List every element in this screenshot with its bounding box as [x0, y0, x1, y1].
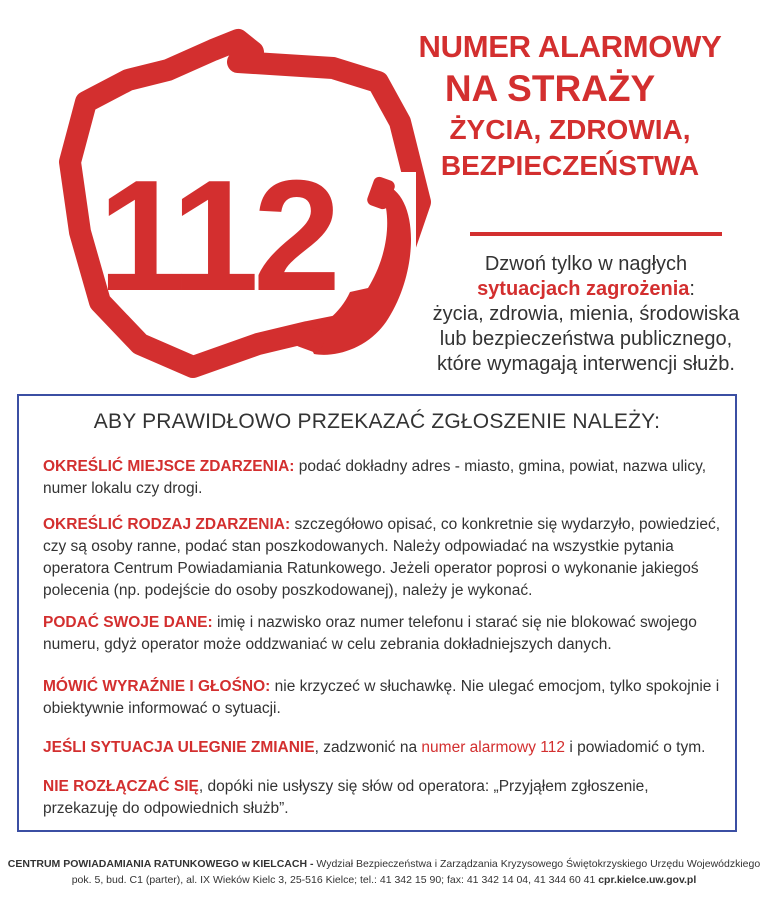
intro-line-5: które wymagają interwencji służb.	[437, 353, 735, 375]
instruction-item	[43, 776, 723, 820]
instruction-key: JEŚLI SYTUACJA ULEGNIE ZMIANIE	[43, 739, 315, 756]
instruction-item	[43, 456, 723, 500]
header-line-2: NA STRAŻY	[444, 68, 656, 109]
header-line-4: BEZPIECZEŃSTWA	[440, 150, 700, 181]
header-line-3: ŻYCIA, ZDROWIA,	[449, 114, 691, 145]
instruction-text: i powiadomić o tym.	[565, 739, 706, 756]
instruction-key: OKREŚLIĆ RODZAJ ZDARZENIA:	[43, 516, 291, 533]
instructions-box	[17, 394, 737, 832]
instruction-text: podać dokładny adres - miasto, gmina, powiat, nazwa ulicy, numer lokalu czy drogi.	[43, 458, 707, 497]
header-line-1: NUMER ALARMOWY	[418, 29, 722, 64]
footer	[0, 856, 768, 888]
intro-line-1: Dzwoń tylko w nagłych	[484, 253, 688, 275]
footer-line-1	[0, 856, 768, 872]
intro-text	[408, 252, 764, 377]
instruction-key: NIE ROZŁĄCZAĆ SIĘ	[43, 778, 199, 795]
intro-line-4: lub bezpieczeństwa publicznego,	[439, 328, 733, 350]
instruction-key: PODAĆ SWOJE DANE:	[43, 614, 213, 631]
intro-line-3: życia, zdrowia, mienia, środowiska	[432, 303, 740, 325]
footer-org: CENTRUM POWIADAMIANIA RATUNKOWEGO w KIELCACH -	[7, 858, 314, 870]
instruction-item	[43, 514, 723, 602]
poster-header	[380, 28, 760, 184]
intro-line-2	[408, 277, 764, 302]
instruction-text: , zadzwonić na	[314, 739, 422, 756]
intro-highlight: sytuacjach zagrożenia	[477, 278, 690, 300]
instruction-text: nie krzyczeć w słuchawkę. Nie ulegać emocjom, tylko spokojnie i obiektywnie informować o sytuacji.	[43, 678, 720, 717]
instruction-text: szczegółowo opisać, co konkretnie się wydarzyło, powiedzieć, czy są osoby ranne, podać stan poszkodowanych. Należy odpowiadać na wszystkie pytania operatora Centrum Powiadamiania Ratunkowego. Jeżeli operator poprosi o wykonanie jakiegoś polecenia (np. podejście do osoby poszkodowanej), należy je wykonać.	[43, 516, 721, 599]
instructions-title: ABY PRAWIDŁOWO PRZEKAZAĆ ZGŁOSZENIE NALEŻY:	[93, 410, 661, 433]
intro-colon: :	[689, 278, 695, 300]
instruction-text: , dopóki nie usłyszy się słów od operatora: „Przyjąłem zgłoszenie, przekazuję do odpowiednich służb”.	[43, 778, 649, 817]
footer-dept: Wydział Bezpieczeństwa i Zarządzania Kryzysowego Świętokrzyskiego Urzędu Wojewódzkiego	[316, 858, 761, 870]
instruction-item	[43, 676, 723, 720]
footer-address: pok. 5, bud. C1 (parter), al. IX Wieków Kielc 3, 25-516 Kielce; tel.: 41 342 15 90; fax: 41 342 14 04, 41 344 60 41	[71, 874, 596, 886]
emergency-number-highlight: numer alarmowy 112	[421, 739, 566, 756]
instruction-key: OKREŚLIĆ MIEJSCE ZDARZENIA:	[43, 458, 295, 475]
logo-number: 112	[98, 148, 335, 324]
instruction-item	[43, 612, 723, 656]
header-divider	[470, 232, 722, 236]
instruction-key: MÓWIĆ WYRAŹNIE I GŁOŚNO:	[43, 678, 271, 695]
footer-website-link[interactable]: cpr.kielce.uw.gov.pl	[598, 874, 697, 886]
instruction-text: imię i nazwisko oraz numer telefonu i starać się nie blokować swojego numeru, gdyż operator może oddzwaniać w celu zebrania dokładniejszych danych.	[43, 614, 697, 653]
instruction-item	[43, 737, 723, 759]
footer-line-2	[0, 872, 768, 888]
